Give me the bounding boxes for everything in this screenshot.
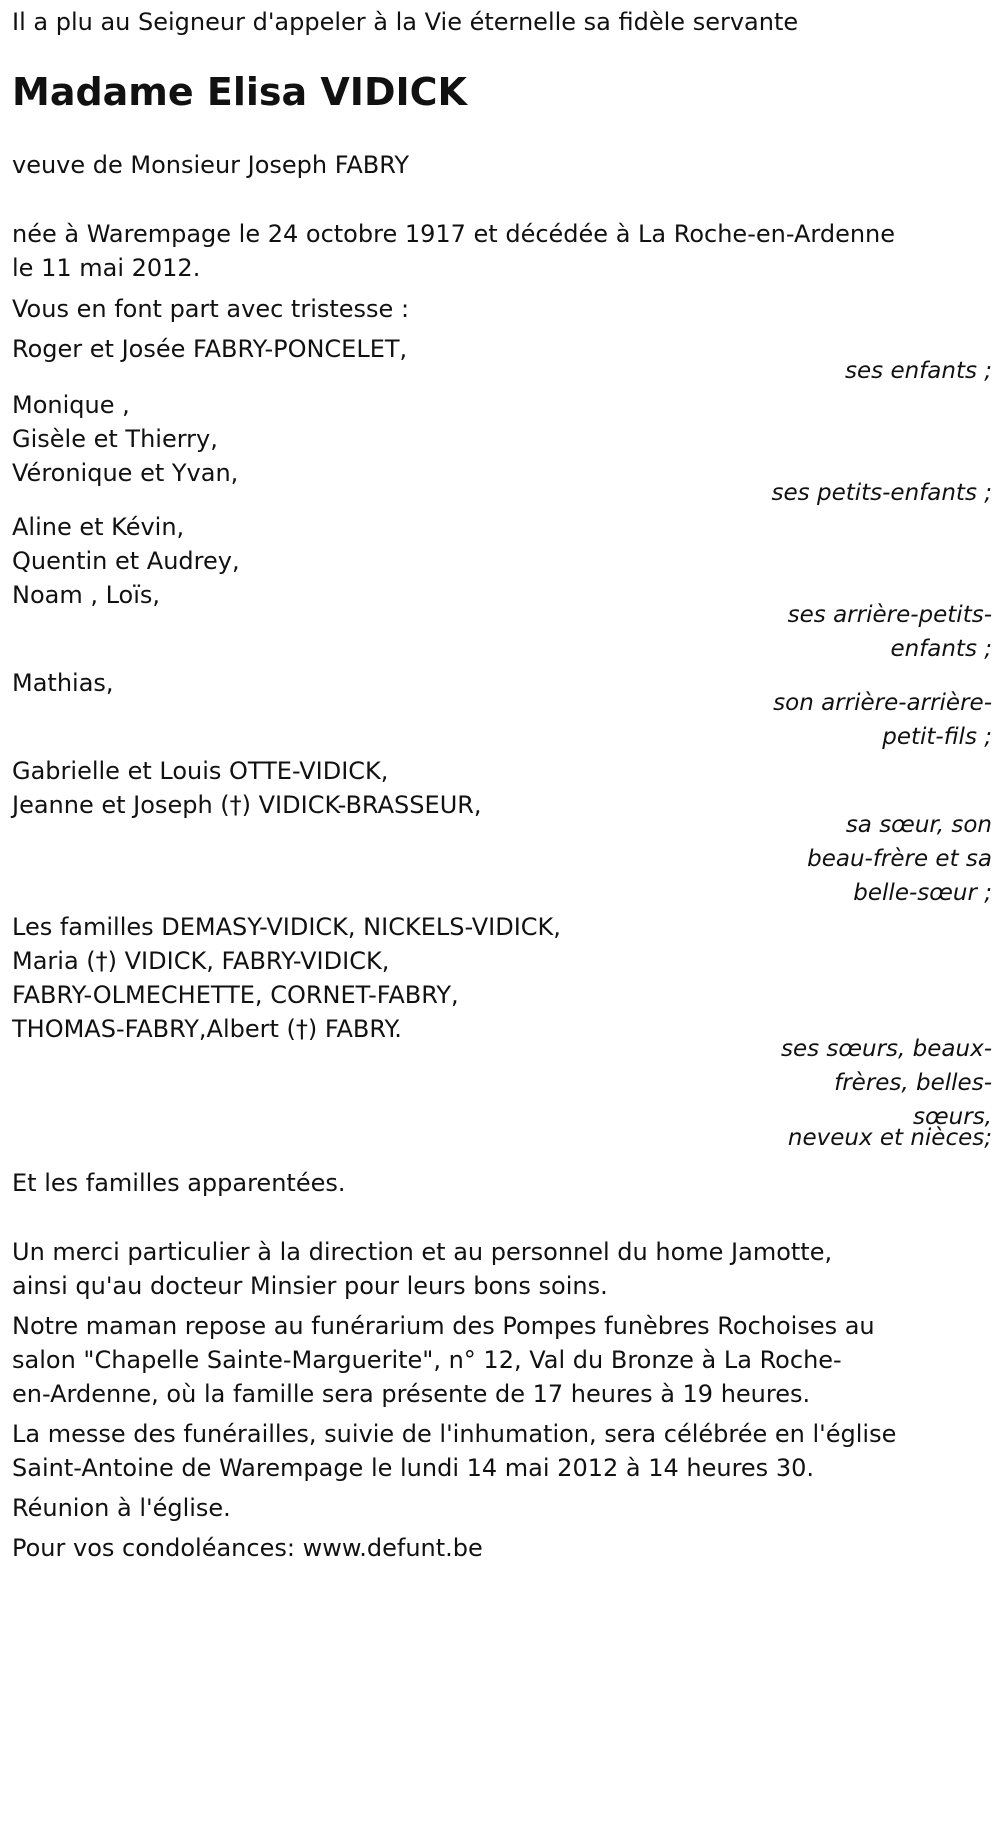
great-grandchild-name: Aline et Kévin, [12,513,185,541]
great-great-grandson-name: Mathias, [12,669,114,697]
birth-death-line-2: le 11 mai 2012. [12,254,201,282]
great-grandchildren-role: ses arrière-petits- [787,602,992,628]
family-names-line: THOMAS-FABRY,Albert (†) FABRY. [12,1015,402,1043]
children-role: ses enfants ; [845,358,992,384]
family-names-line: Maria (†) VIDICK, FABRY-VIDICK, [12,947,390,975]
families-role: ses sœurs, beaux- [780,1036,992,1062]
rest-line-3: en-Ardenne, où la famille sera présente de 17 heures à 19 heures. [12,1380,811,1408]
sibling-name: Jeanne et Joseph (†) VIDICK-BRASSEUR, [12,791,482,819]
great-grandchild-name: Quentin et Audrey, [12,547,240,575]
thanks-line-2: ainsi qu'au docteur Minsier pour leurs bons soins. [12,1272,608,1300]
birth-death-line-1: née à Warempage le 24 octobre 1917 et décédée à La Roche-en-Ardenne [12,220,896,248]
children-names: Roger et Josée FABRY-PONCELET, [12,335,408,363]
mass-line-2: Saint-Antoine de Warempage le lundi 14 mai 2012 à 14 heures 30. [12,1454,814,1482]
siblings-role: belle-sœur ; [853,880,992,906]
condolences-text: Pour vos condoléances: www.defunt.be [12,1534,483,1562]
family-names-line: FABRY-OLMECHETTE, CORNET-FABRY, [12,981,459,1009]
siblings-role: sa sœur, son [845,812,992,838]
grandchildren-role: ses petits-enfants ; [771,480,992,506]
great-grandchild-name: Noam , Loïs, [12,581,161,609]
families-role: frères, belles- [834,1070,992,1096]
announcement-text: Vous en font part avec tristesse : [12,295,410,323]
grandchild-name: Véronique et Yvan, [12,459,239,487]
mass-line-1: La messe des funérailles, suivie de l'inhumation, sera célébrée en l'église [12,1420,897,1448]
grandchild-name: Monique , [12,391,130,419]
family-names-line: Les familles DEMASY-VIDICK, NICKELS-VIDICK, [12,913,561,941]
sibling-name: Gabrielle et Louis OTTE-VIDICK, [12,757,389,785]
grandchild-name: Gisèle et Thierry, [12,425,218,453]
rest-line-2: salon "Chapelle Sainte-Marguerite", n° 12, Val du Bronze à La Roche- [12,1346,842,1374]
great-grandchildren-role: enfants ; [890,636,992,662]
rest-line-1: Notre maman repose au funérarium des Pompes funèbres Rochoises au [12,1312,875,1340]
great-great-grandson-role: petit-fils ; [882,724,992,750]
deceased-name: Madame Elisa VIDICK [12,70,467,114]
thanks-line-1: Un merci particulier à la direction et au personnel du home Jamotte, [12,1238,833,1266]
great-great-grandson-role: son arrière-arrière- [773,690,992,716]
siblings-role: beau-frère et sa [807,846,992,872]
families-role: sœurs, [913,1104,992,1130]
families-role: neveux et nièces; [787,1125,992,1151]
meeting-text: Réunion à l'église. [12,1494,231,1522]
widow-of-text: veuve de Monsieur Joseph FABRY [12,151,410,179]
intro-text: Il a plu au Seigneur d'appeler à la Vie éternelle sa fidèle servante [12,8,799,36]
related-families-text: Et les familles apparentées. [12,1169,346,1197]
